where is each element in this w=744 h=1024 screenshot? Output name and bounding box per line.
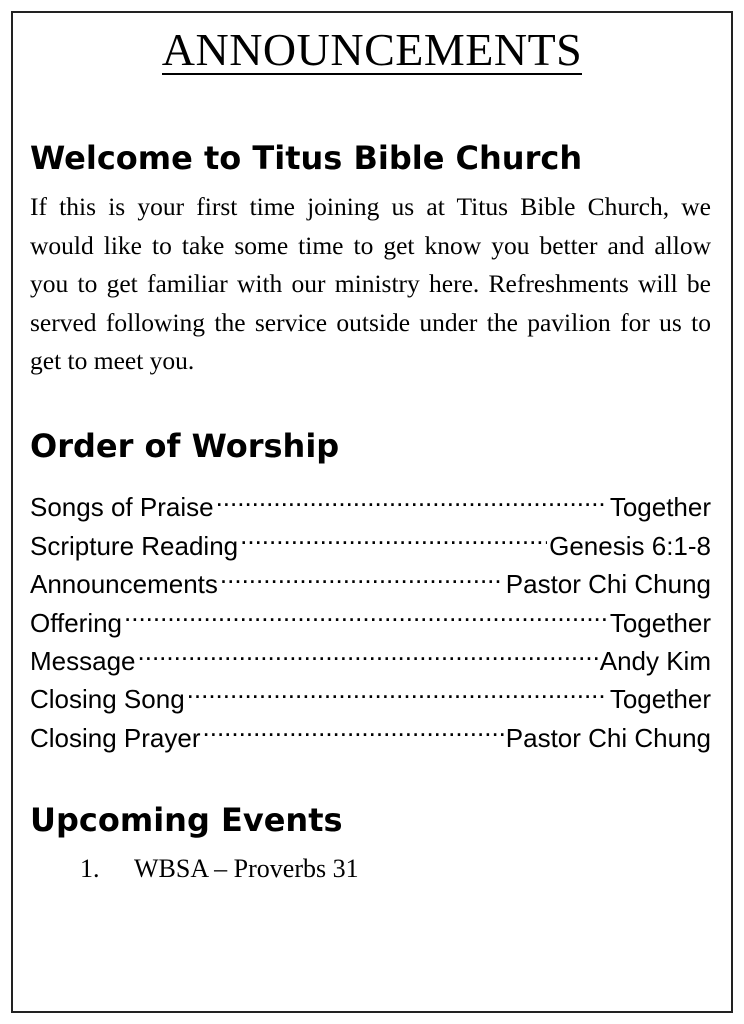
dot-leader [124,593,608,631]
dot-leader [220,555,504,593]
page-title-text: ANNOUNCEMENTS [161,24,583,75]
worship-item-leader: Pastor Chi Chung [505,722,711,753]
worship-item-label: Closing Prayer [30,722,201,753]
worship-row [30,478,711,523]
worship-item-label: Scripture Reading [30,530,239,561]
worship-heading: Order of Worship [30,427,340,465]
worship-item-leader: Pastor Chi Chung [505,569,711,600]
page-title [0,22,744,78]
welcome-paragraph: If this is your first time joining us at Titus Bible Church, we would like to take some time to get know you better and allow you to get familiar with our ministry here. Refreshments will be served following the service outside under the pavilion for us to get to meet you. [30,192,711,376]
worship-item-leader: Genesis 6:1-8 [549,530,711,561]
event-number: 1. [80,854,100,883]
dot-leader [203,708,504,746]
worship-item-label: Closing Song [30,684,185,715]
order-of-worship-list [30,478,711,753]
dot-leader [216,478,608,516]
dot-leader [240,516,547,554]
worship-item-leader: Andy Kim [599,645,711,676]
event-text: WBSA – Proverbs 31 [134,854,359,883]
worship-item-leader: Together [609,607,711,638]
list-item [80,850,359,888]
worship-item-label: Songs of Praise [30,492,214,523]
worship-item-label: Announcements [30,569,218,600]
dot-leader [187,670,608,708]
dot-leader [138,632,598,670]
worship-item-label: Offering [30,607,123,638]
worship-item-label: Message [30,645,136,676]
worship-item-leader: Together [609,492,711,523]
worship-item-leader: Together [609,684,711,715]
events-heading: Upcoming Events [30,801,343,839]
upcoming-events-list [80,850,359,888]
welcome-heading: Welcome to Titus Bible Church [30,139,583,177]
